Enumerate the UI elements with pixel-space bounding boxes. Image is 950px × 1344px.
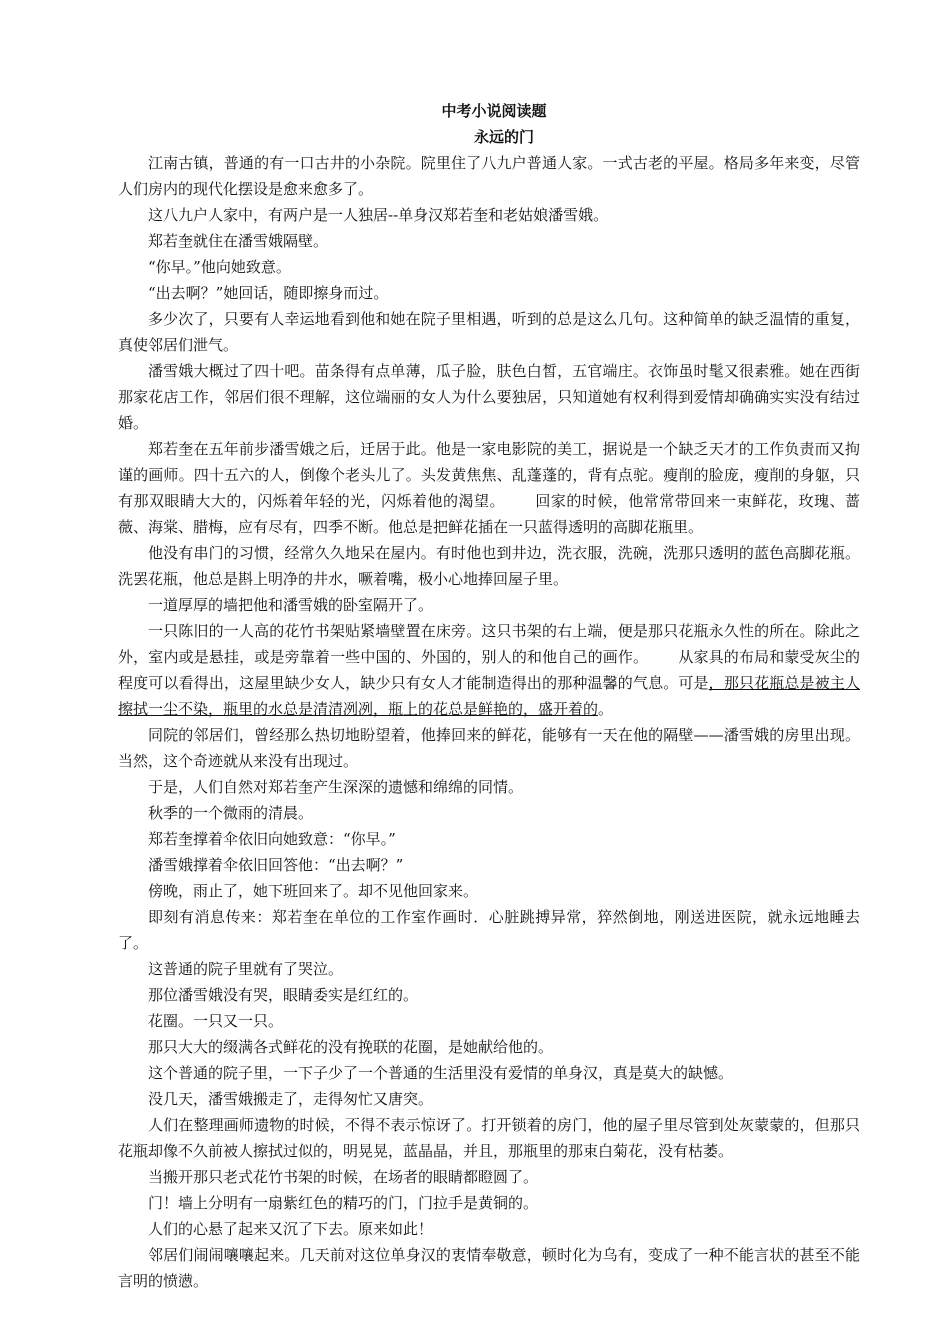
paragraph: 那只大大的缀满各式鲜花的没有挽联的花圈，是她献给他的。: [148, 1038, 554, 1056]
paragraph-text: 回家的时候，他常常带回来一束鲜花，玫瑰、蔷薇、海棠、腊梅，应有尽有，四季不断。他总是把鲜花插在一只蓝得透明的高脚花瓶里。: [118, 492, 860, 536]
paragraph: 潘雪娥撑着伞依旧回答他：“出去啊？”: [148, 856, 404, 874]
paragraph: “出去啊？”她回话，随即擦身而过。: [148, 284, 389, 302]
paragraph: “你早。”他向她致意。: [148, 258, 291, 276]
paragraph: 多少次了，只要有人幸运地看到他和她在院子里相遇，听到的总是这么几句。这种简单的缺乏温情的重复，真使邻居们泄气。: [118, 310, 860, 354]
paragraph: 同院的邻居们，曾经那么热切地盼望着，他捧回来的鲜花，能够有一天在他的隔壁——潘雪娥的房里出现。当然，这个奇迹就从来没有出现过。: [118, 726, 860, 770]
paragraph: 人们在整理画师遗物的时候，不得不表示惊讶了。打开锁着的房门，他的屋子里尽管到处灰蒙蒙的，但那只花瓶却像不久前被人擦拭过似的，明晃晃，蓝晶晶，并且，那瓶里的那束白菊花，没有枯萎。: [118, 1116, 860, 1160]
paragraph: 邻居们闹闹嚷嚷起来。几天前对这位单身汉的衷情奉敬意，顿时化为乌有，变成了一种不能言状的甚至不能言明的愤懑。: [118, 1246, 860, 1290]
paragraph: 这普通的院子里就有了哭泣。: [148, 960, 344, 978]
paragraph: 即刻有消息传来：郑若奎在单位的工作室作画时．心脏跳搏异常，猝然倒地，刚送进医院，就永远地睡去了。: [118, 908, 860, 952]
paragraph: 花圈。一只又一只。: [148, 1012, 284, 1030]
document-page: [118, 98, 860, 1294]
story-title: 永远的门: [473, 128, 534, 146]
paragraph: [118, 436, 860, 540]
paragraph: 一道厚厚的墙把他和潘雪娥的卧室隔开了。: [148, 596, 434, 614]
paragraph: 江南古镇，普通的有一口古井的小杂院。院里住了八九户普通人家。一式古老的平屋。格局多年来变，尽管人们房内的现代化摆设是愈来愈多了。: [118, 154, 860, 198]
paragraph: 门！墙上分明有一扇紫红色的精巧的门，门拉手是黄铜的。: [148, 1194, 539, 1212]
paragraph-text: 一只陈旧的一人高的花竹书架贴紧墙壁置在床旁。这只书架的右上端，便是那只花瓶永久性的所在。除此之外，室内或是悬挂，或是旁靠着一些中国的、外国的，别人的和他自己的画作。: [118, 622, 860, 666]
paragraph: 那位潘雪娥没有哭，眼睛委实是红红的。: [148, 986, 419, 1004]
paragraph: 傍晚，雨止了，她下班回来了。却不见他回家来。: [148, 882, 479, 900]
paragraph: 这八九户人家中，有两户是一人独居--单身汉郑若奎和老姑娘潘雪娥。: [148, 206, 609, 224]
paragraph: 于是，人们自然对郑若奎产生深深的遗憾和绵绵的同情。: [148, 778, 524, 796]
underlined-sentence: ，那只花瓶总是被主人擦拭一尘不染，瓶里的水总是清清冽冽，瓶上的花总是鲜艳的，盛开着的: [118, 674, 860, 718]
paragraph: 郑若奎就住在潘雪娥隔壁。: [148, 232, 329, 250]
paragraph: 这个普通的院子里，一下子少了一个普通的生活里没有爱情的单身汉，真是莫大的缺憾。: [148, 1064, 734, 1082]
paragraph-text: 。: [598, 700, 614, 718]
paragraph: 没几天，潘雪娥搬走了，走得匆忙又唐突。: [148, 1090, 434, 1108]
paragraph: [118, 618, 860, 722]
paragraph-text: 郑若奎在五年前步潘雪娥之后，迁居于此。他是一家电影院的美工，据说是一个缺乏天才的工作负责而又拘谨的画师。四十五六的人，倒像个老头儿了。头发黄焦焦、乱蓬蓬的，背有点驼。瘦削的脸庞，瘦削的身躯，只有那双眼睛大大的，闪烁着年轻的光，闪烁着他的渴望。: [118, 440, 860, 510]
paragraph-text: 从家具的布局和蒙受灰尘的程度可以看得出，这屋里缺少女人，缺少只有女人才能制造得出的那种温馨的气息。可是: [118, 648, 860, 692]
paragraph: 秋季的一个微雨的清晨。: [148, 804, 314, 822]
paragraph: 人们的心悬了起来又沉了下去。原来如此！: [148, 1220, 434, 1238]
paragraph: 他没有串门的习惯，经常久久地呆在屋内。有时他也到井边，洗衣服，洗碗，洗那只透明的蓝色高脚花瓶。洗罢花瓶，他总是斟上明净的井水，噘着嘴，极小心地捧回屋子里。: [118, 544, 860, 588]
paragraph: 郑若奎撑着伞依旧向她致意：“你早。”: [148, 830, 396, 848]
document-heading: 中考小说阅读题: [441, 102, 547, 120]
paragraph: 潘雪娥大概过了四十吧。苗条得有点单薄，瓜子脸，肤色白皙，五官端庄。衣饰虽时髦又很素雅。她在西街那家花店工作，邻居们很不理解，这位端丽的女人为什么要独居，只知道她有权利得到爱情却确确实实没有结过婚。: [118, 362, 860, 432]
paragraph: 当搬开那只老式花竹书架的时候，在场者的眼睛都瞪圆了。: [148, 1168, 539, 1186]
